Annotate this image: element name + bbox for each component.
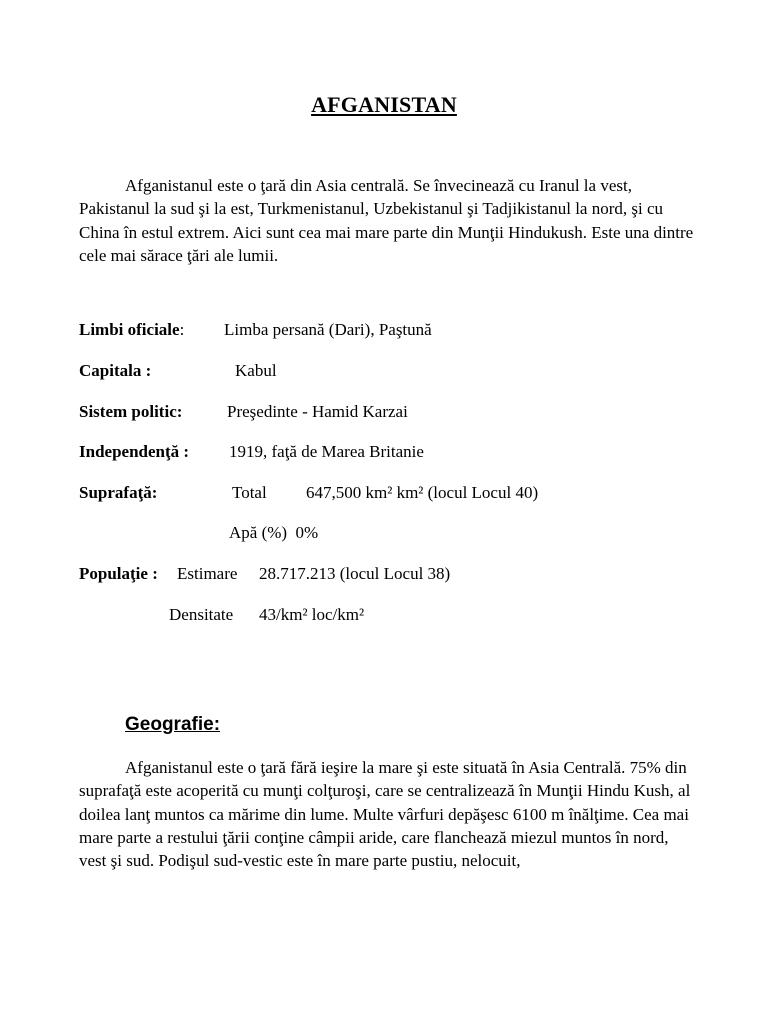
languages-label-text: Limbi oficiale [79, 320, 180, 339]
geography-paragraph: Afganistanul este o ţară fără ieşire la mare şi este situată în Asia Centrală. 75% din suprafaţă este acoperită cu munţi colţuroşi, care se centralizează în Munţii Hindu Kush, al doilea lanţ muntos ca mărime din lume. Multe vârfuri depăşesc 6100 m înălţime. Cea mai mare parte a restului ţării conţine câmpii aride, care flanchează miezul muntos în nord, vest şi sud. Podişul sud-vestic este în mare parte pustiu, nelocuit, [79, 758, 691, 871]
languages-label-colon: : [179, 320, 185, 339]
languages-value: Limba persană (Dari), Paştună [224, 320, 432, 339]
area-total-value: 647,500 km² km² (locul Locul 40) [306, 483, 539, 502]
water-percent-value: Apă (%) 0% [229, 523, 319, 542]
area-total-label: Total [232, 483, 267, 502]
population-label: Populaţie : [79, 564, 158, 583]
independence-value: 1919, faţă de Marea Britanie [229, 442, 424, 461]
population-estimate-value: 28.717.213 (locul Locul 38) [259, 564, 451, 583]
area-label: Suprafaţă: [79, 483, 158, 502]
political-system-value: Preşedinte - Hamid Karzai [227, 402, 408, 421]
capital-label: Capitala : [79, 361, 152, 380]
geography-heading: Geografie: [125, 714, 221, 735]
independence-label: Independenţă : [79, 442, 190, 461]
density-label: Densitate [169, 605, 234, 624]
document-title: AFGANISTAN [311, 92, 457, 117]
languages-label [79, 320, 184, 340]
capital-value: Kabul [235, 361, 277, 380]
population-estimate-label: Estimare [177, 564, 238, 583]
density-value: 43/km² loc/km² [259, 605, 365, 624]
intro-paragraph: Afganistanul este o ţară din Asia centrală. Se învecinează cu Iranul la vest, Pakistanul la sud şi la est, Turkmenistanul, Uzbekistanul şi Tadjikistanul la nord, şi cu China în estul extrem. Aici sunt cea mai mare parte din Munţii Hindukush. Este una dintre cele mai sărace ţări ale lumii. [79, 176, 694, 265]
political-system-label: Sistem politic: [79, 402, 183, 421]
